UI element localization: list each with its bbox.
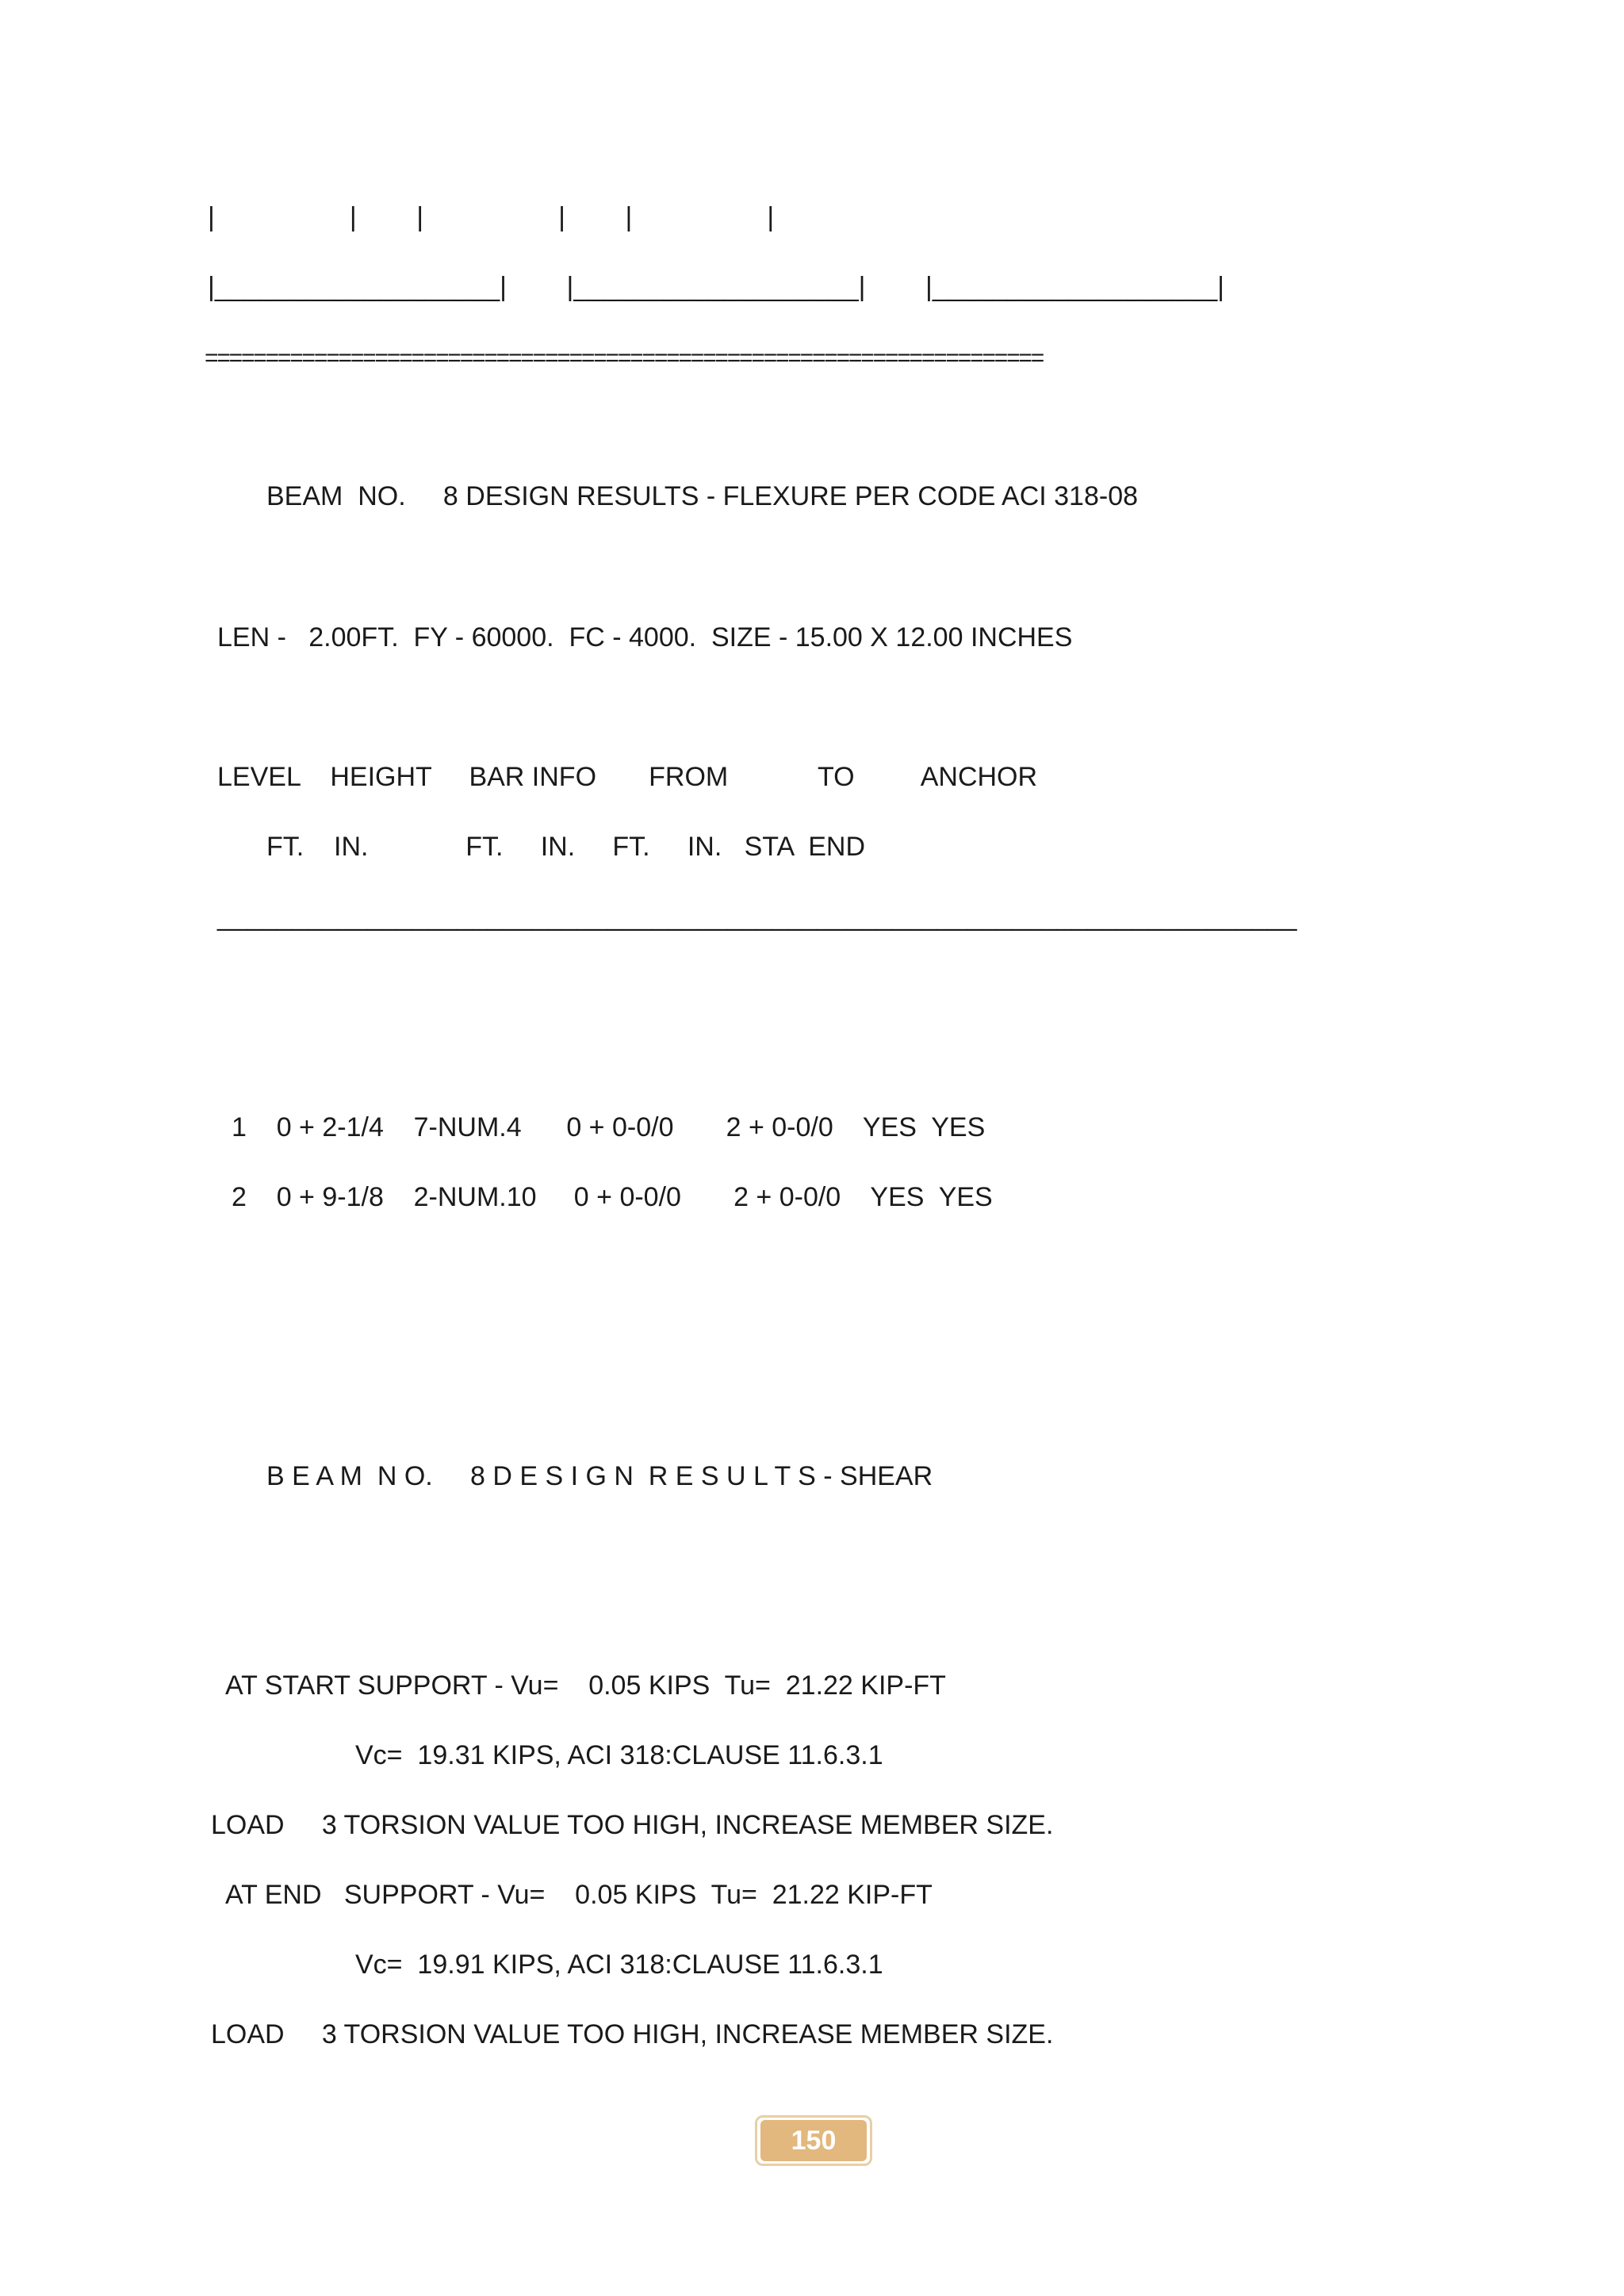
end-vc-line: Vc= 19.91 KIPS, ACI 318:CLAUSE 11.6.3.1	[355, 1950, 883, 1980]
box-bottom-line: |___________________| |___________________| |___________________|	[208, 272, 1224, 302]
flexure-header-divider: ________________________________________________________________________	[217, 901, 1297, 932]
flexure-row-1: 1 0 + 2-1/4 7-NUM.4 0 + 0-0/0 2 + 0-0/0 YES YES	[232, 1112, 986, 1142]
flexure-title: BEAM NO. 8 DESIGN RESULTS - FLEXURE PER CODE ACI 318-08	[266, 481, 1139, 511]
equals-separator: =====================================================================	[205, 345, 1044, 371]
page-number-badge	[755, 2115, 872, 2166]
flexure-header-row-2: FT. IN. FT. IN. FT. IN. STA END	[266, 832, 866, 862]
flexure-header-row-1: LEVEL HEIGHT BAR INFO FROM TO ANCHOR	[217, 762, 1038, 792]
flexure-row-2: 2 0 + 9-1/8 2-NUM.10 0 + 0-0/0 2 + 0-0/0 YES YES	[232, 1182, 993, 1212]
shear-title: B E A M N O. 8 D E S I G N R E S U L T S - SHEAR	[266, 1461, 933, 1491]
page-number: 150	[760, 2120, 867, 2161]
start-vc-line: Vc= 19.31 KIPS, ACI 318:CLAUSE 11.6.3.1	[355, 1740, 883, 1770]
start-load-warning: LOAD 3 TORSION VALUE TOO HIGH, INCREASE MEMBER SIZE.	[211, 1810, 1054, 1840]
beam-properties: LEN - 2.00FT. FY - 60000. FC - 4000. SIZE - 15.00 X 12.00 INCHES	[217, 622, 1073, 652]
end-support-line: AT END SUPPORT - Vu= 0.05 KIPS Tu= 21.22 KIP-FT	[225, 1880, 933, 1910]
start-support-line: AT START SUPPORT - Vu= 0.05 KIPS Tu= 21.22 KIP-FT	[225, 1670, 946, 1701]
box-top-line: | | | | | |	[208, 202, 775, 232]
end-load-warning: LOAD 3 TORSION VALUE TOO HIGH, INCREASE MEMBER SIZE.	[211, 2019, 1054, 2049]
